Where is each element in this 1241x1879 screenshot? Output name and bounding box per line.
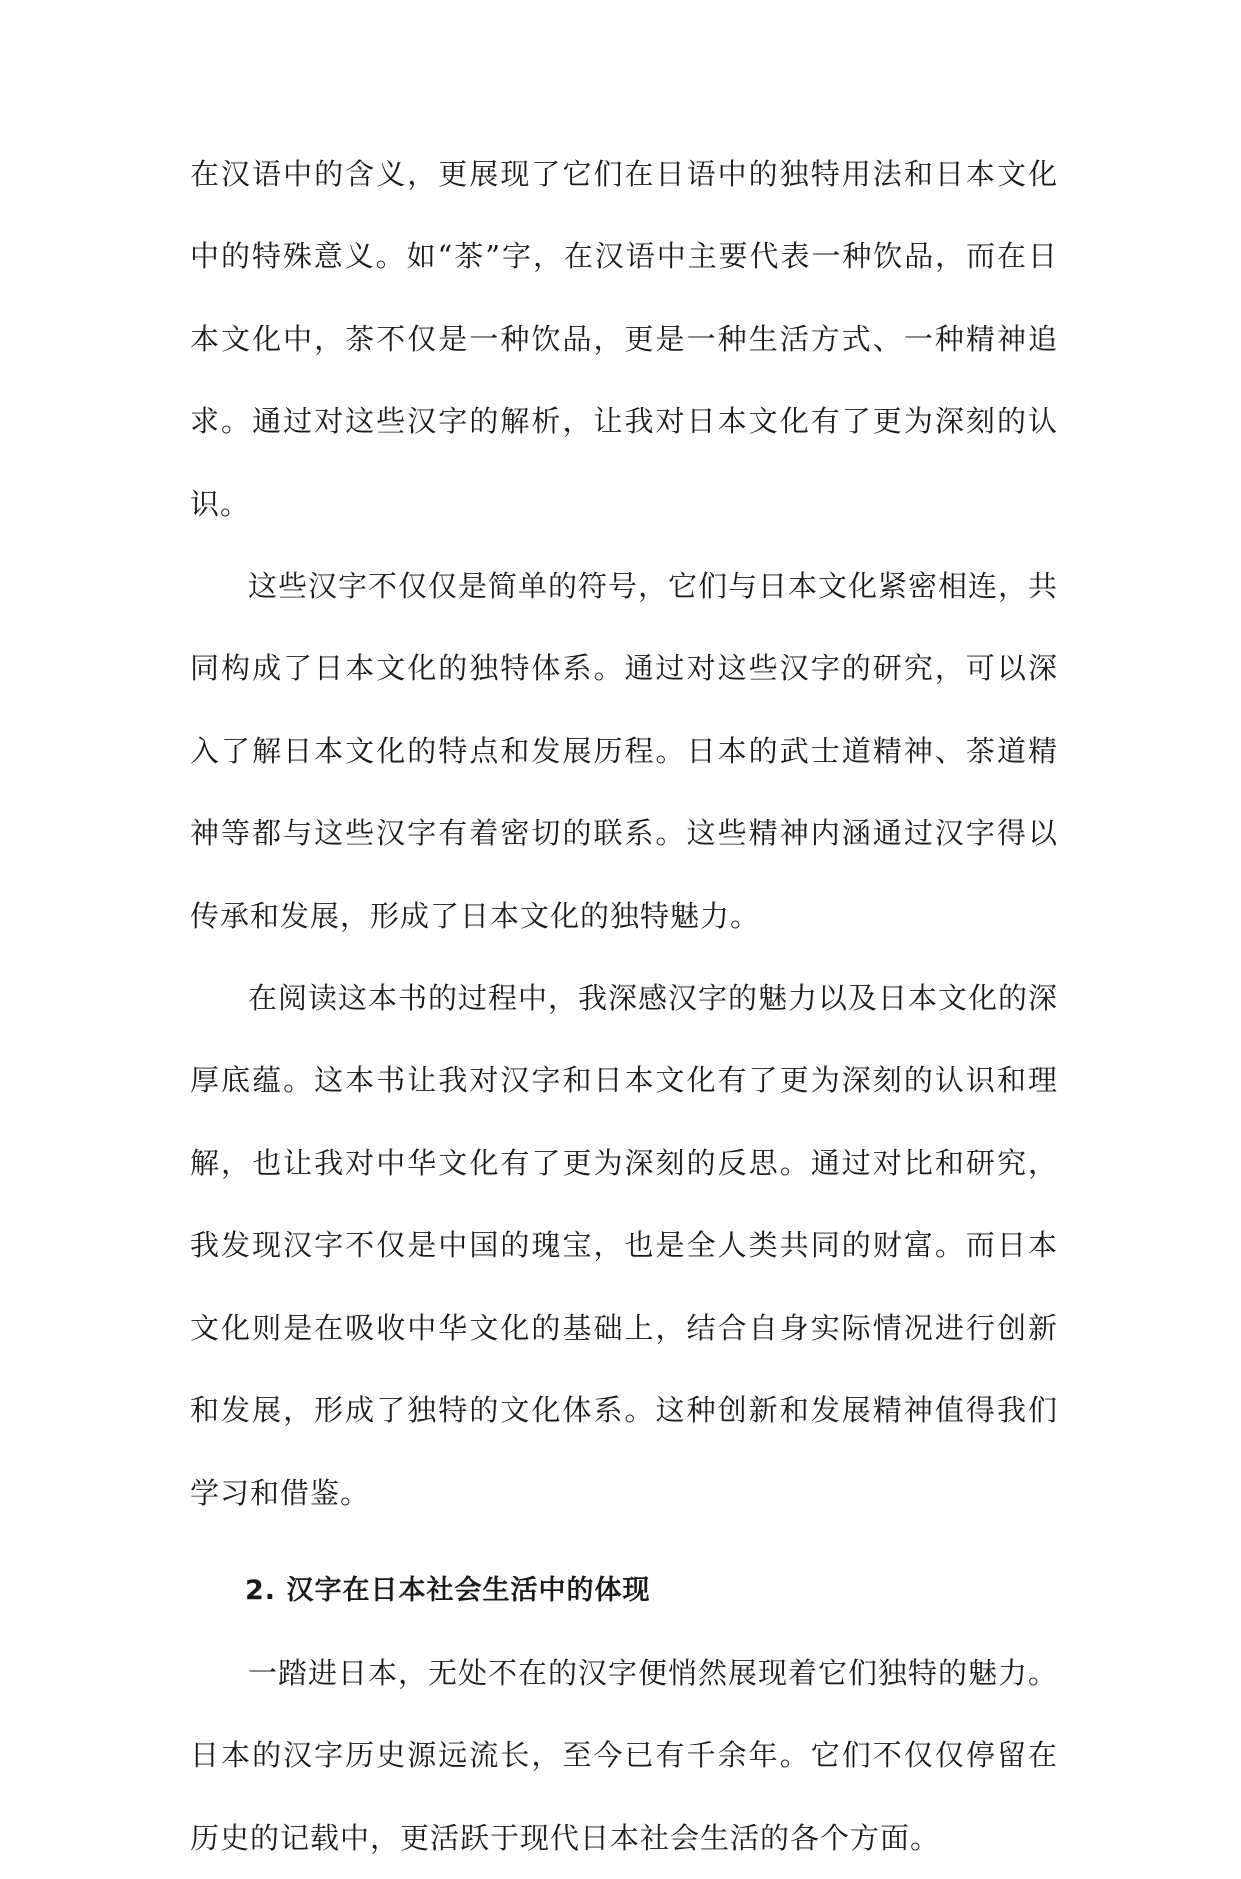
- paragraph-kanji-system: 这些汉字不仅仅是简单的符号，它们与日本文化紧密相连，共同构成了日本文化的独特体系。通过对这些汉字的研究，可以深入了解日本文化的特点和发展历程。日本的武士道精神、茶道精神等都与这些汉字有着密切的联系。这些精神内涵通过汉字得以传承和发展，形成了日本文化的独特魅力。: [190, 569, 1059, 933]
- paragraph-section-intro: 一踏进日本，无处不在的汉字便悄然展现着它们独特的魅力。日本的汉字历史源远流长，至今已有千余年。它们不仅仅停留在历史的记载中，更活跃于现代日本社会生活的各个方面。: [190, 1655, 1059, 1855]
- section-heading: 2. 汉字在日本社会生活中的体现: [245, 1574, 651, 1606]
- paragraph-continued: 在汉语中的含义，更展现了它们在日语中的独特用法和日本文化中的特殊意义。如“茶”字，在汉语中主要代表一种饮品，而在日本文化中，茶不仅是一种饮品，更是一种生活方式、一种精神追求。通过对这些汉字的解析，让我对日本文化有了更为深刻的认识。: [190, 157, 1058, 521]
- paragraph-reading-reflection: 在阅读这本书的过程中，我深感汉字的魅力以及日本文化的深厚底蕴。这本书让我对汉字和日本文化有了更为深刻的认识和理解，也让我对中华文化有了更为深刻的反思。通过对比和研究，我发现汉字不仅是中国的瑰宝，也是全人类共同的财富。而日本文化则是在吸收中华文化的基础上，结合自身实际情况进行创新和发展，形成了独特的文化体系。这种创新和发展精神值得我们学习和借鉴。: [190, 981, 1059, 1510]
- document-body: [190, 133, 1058, 1879]
